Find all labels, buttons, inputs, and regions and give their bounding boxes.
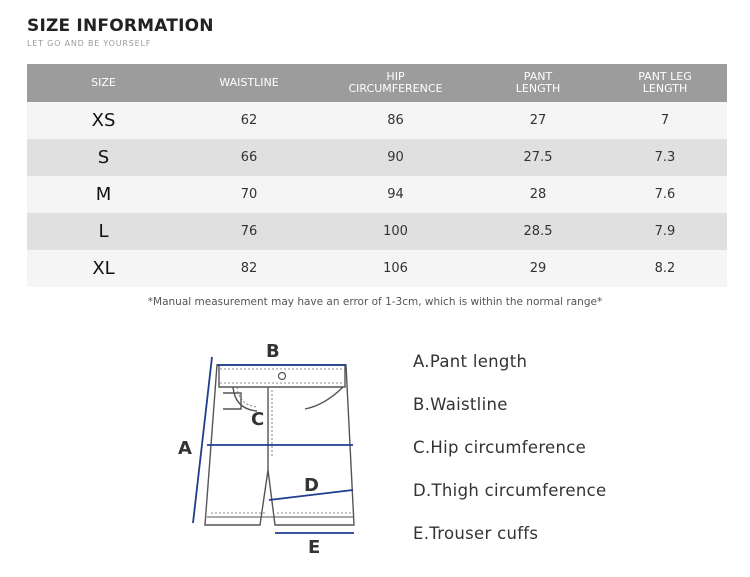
table-cell: 106 bbox=[318, 250, 473, 287]
table-cell: 94 bbox=[318, 176, 473, 213]
label-b: B bbox=[266, 341, 280, 362]
table-cell: 100 bbox=[318, 213, 473, 250]
table-header-row bbox=[27, 64, 727, 102]
table-cell: 86 bbox=[318, 102, 473, 139]
table-row bbox=[27, 139, 727, 176]
legend-item: D.Thigh circumference bbox=[413, 481, 607, 500]
table-row bbox=[27, 250, 727, 287]
size-cell: L bbox=[27, 213, 180, 250]
label-d: D bbox=[304, 475, 319, 496]
column-header-leg-length: PANT LEG LENGTH bbox=[603, 64, 727, 102]
table-row bbox=[27, 213, 727, 250]
page-subtitle: LET GO AND BE YOURSELF bbox=[27, 39, 152, 48]
measurement-note: *Manual measurement may have an error of 1-3cm, which is within the normal range* bbox=[147, 296, 603, 308]
table-cell: 7.9 bbox=[603, 213, 727, 250]
size-cell: XL bbox=[27, 250, 180, 287]
table-cell: 28 bbox=[473, 176, 603, 213]
size-cell: S bbox=[27, 139, 180, 176]
legend-item: C.Hip circumference bbox=[413, 438, 587, 457]
column-header-pant-length: PANT LENGTH bbox=[473, 64, 603, 102]
table-cell: 62 bbox=[180, 102, 318, 139]
label-e: E bbox=[308, 537, 321, 558]
table-row bbox=[27, 102, 727, 139]
label-a: A bbox=[178, 438, 192, 459]
table-cell: 7.3 bbox=[603, 139, 727, 176]
page-title: SIZE INFORMATION bbox=[27, 16, 214, 36]
table-cell: 27.5 bbox=[473, 139, 603, 176]
shorts-diagram bbox=[165, 335, 380, 565]
table-cell: 7.6 bbox=[603, 176, 727, 213]
table-row bbox=[27, 176, 727, 213]
size-table bbox=[27, 64, 727, 287]
button-icon bbox=[279, 373, 286, 380]
measurement-legend bbox=[413, 348, 606, 563]
table-cell: 28.5 bbox=[473, 213, 603, 250]
table-cell: 27 bbox=[473, 102, 603, 139]
legend-item: A.Pant length bbox=[413, 352, 528, 371]
table-cell: 70 bbox=[180, 176, 318, 213]
table-cell: 76 bbox=[180, 213, 318, 250]
column-header-hip: HIP CIRCUMFERENCE bbox=[318, 64, 473, 102]
table-cell: 8.2 bbox=[603, 250, 727, 287]
label-c: C bbox=[251, 409, 265, 430]
column-header-size: SIZE bbox=[27, 64, 180, 102]
table-cell: 29 bbox=[473, 250, 603, 287]
legend-item: B.Waistline bbox=[413, 395, 508, 414]
table-cell: 7 bbox=[603, 102, 727, 139]
size-cell: XS bbox=[27, 102, 180, 139]
table-cell: 90 bbox=[318, 139, 473, 176]
table-cell: 66 bbox=[180, 139, 318, 176]
size-cell: M bbox=[27, 176, 180, 213]
legend-item: E.Trouser cuffs bbox=[413, 524, 539, 543]
table-cell: 82 bbox=[180, 250, 318, 287]
column-header-waistline: WAISTLINE bbox=[180, 64, 318, 102]
